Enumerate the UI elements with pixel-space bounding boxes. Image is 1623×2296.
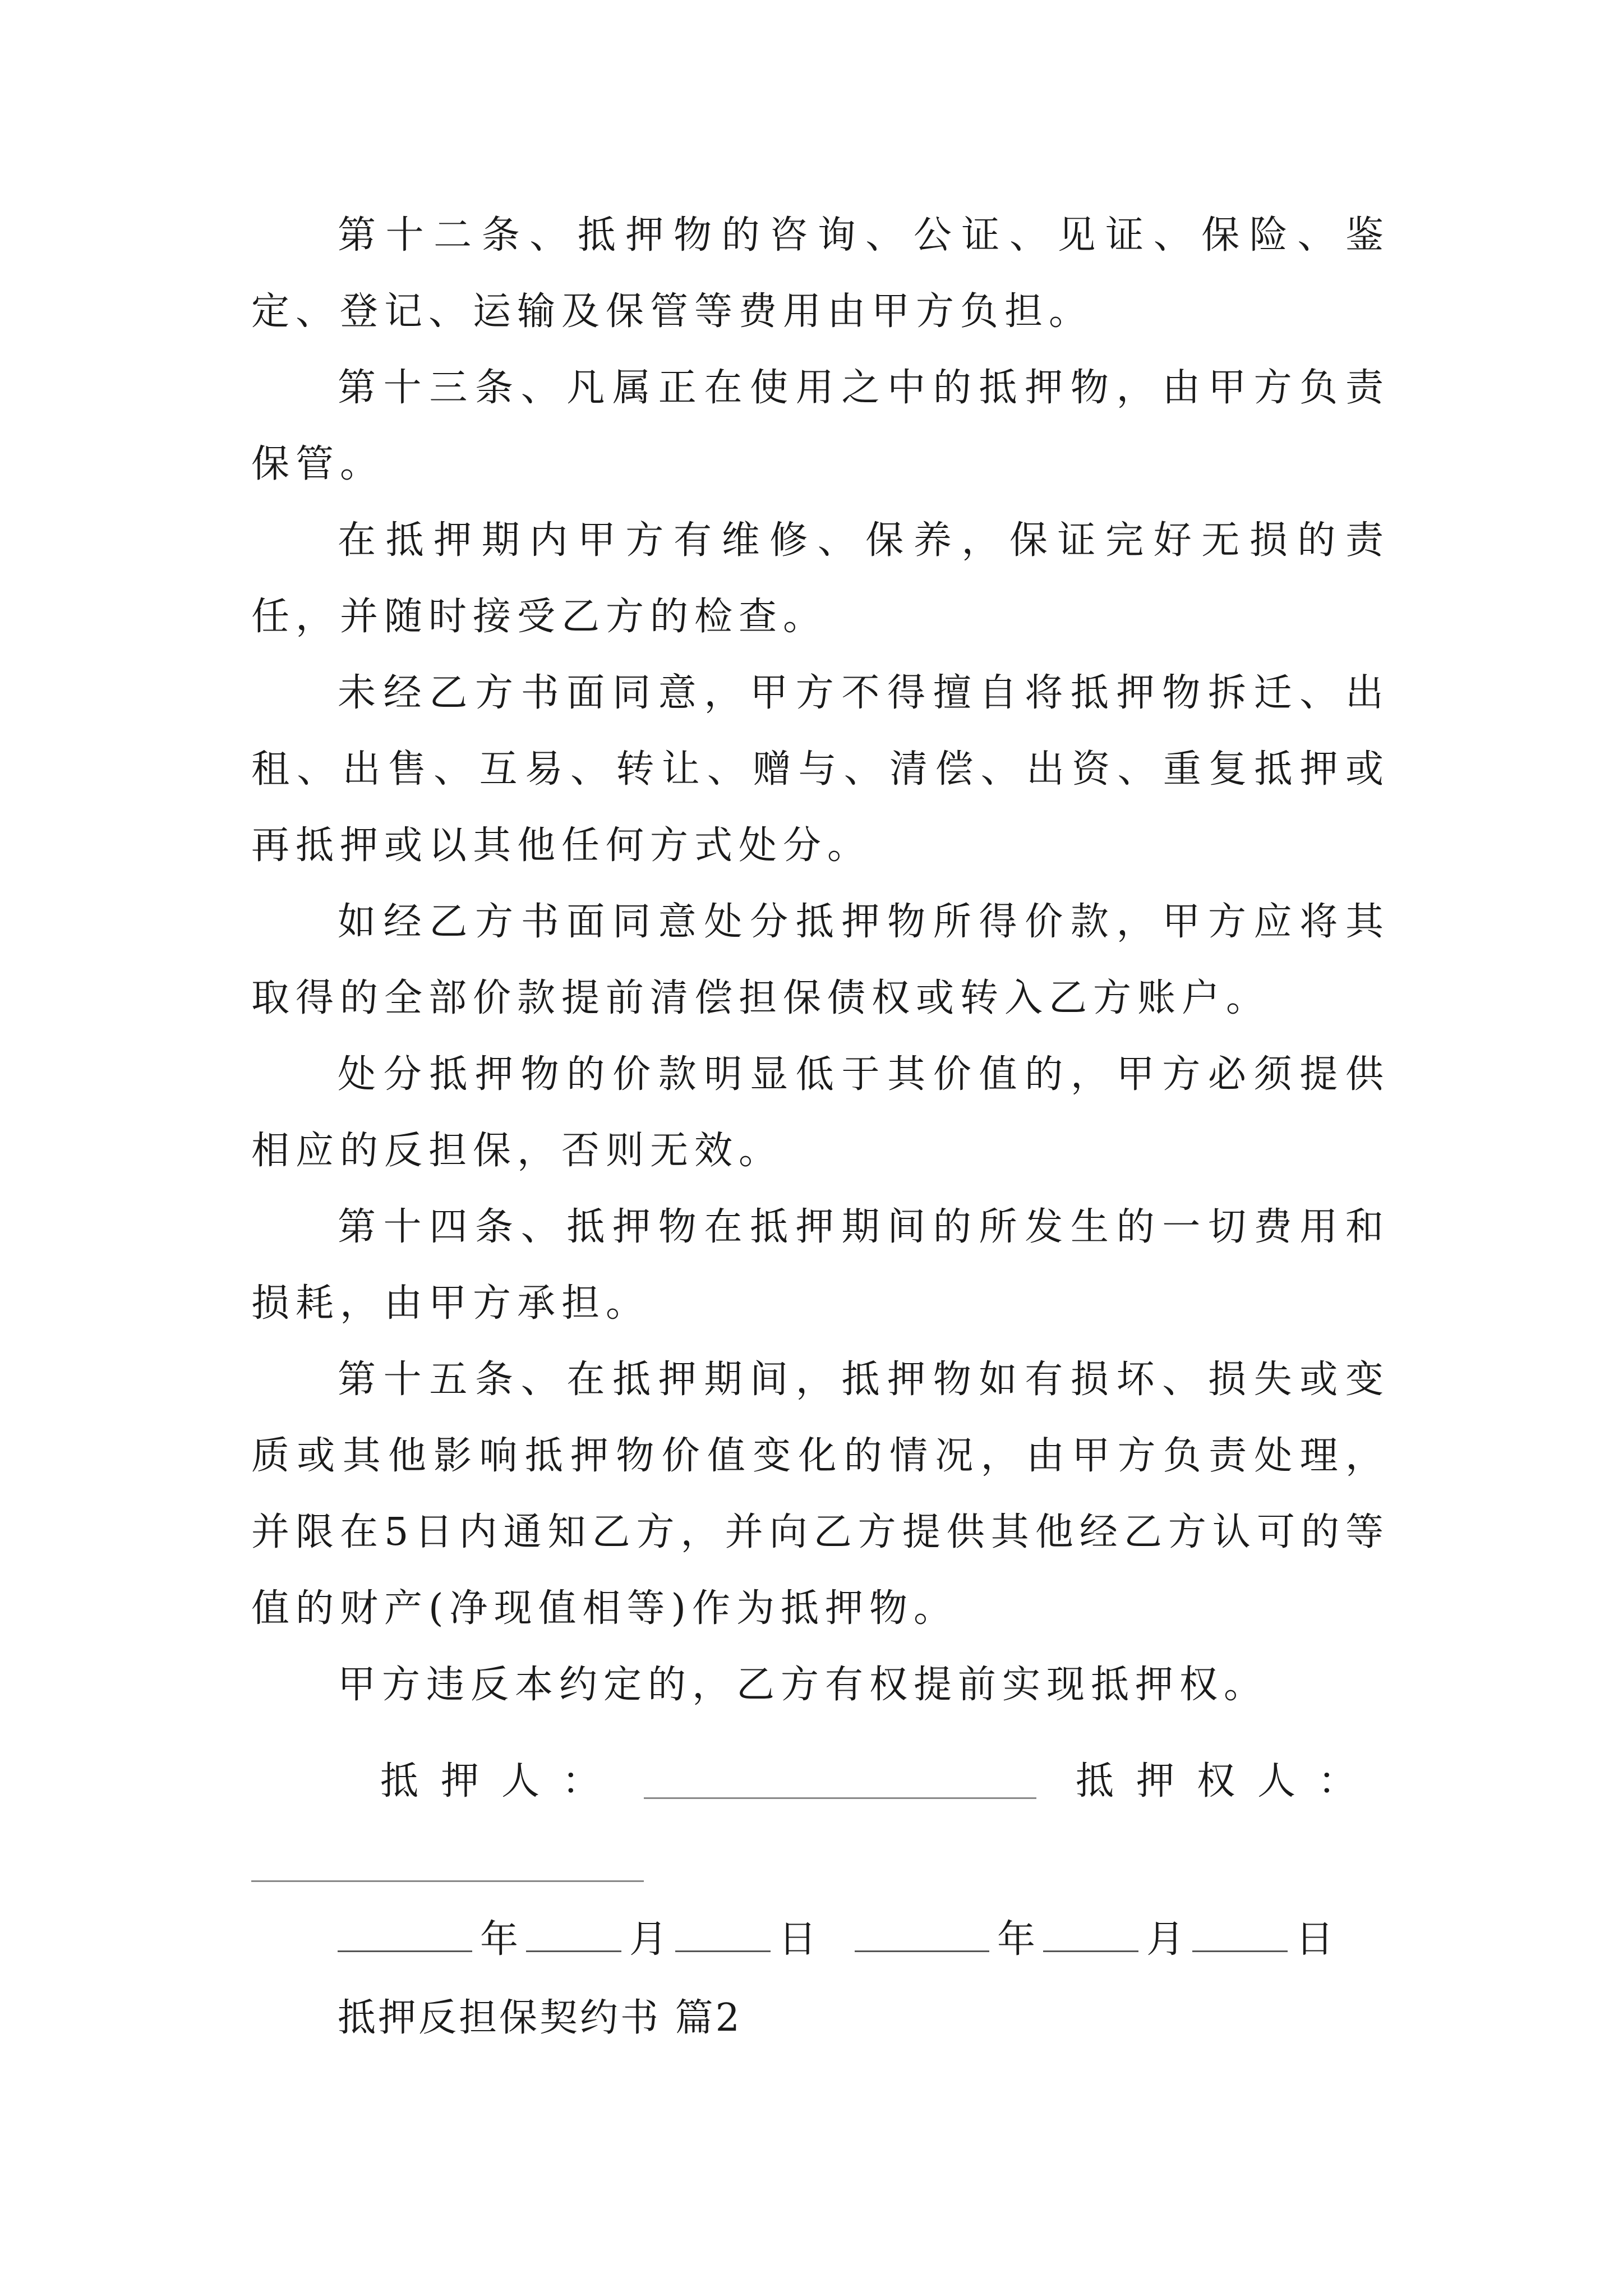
paragraph-disposal-proceeds: 如经乙方书面同意处分抵押物所得价款，甲方应将其取得的全部价款提前清偿担保债权或转入乙方账户。 [251,900,1390,1020]
paragraph-maintenance: 在抵押期内甲方有维修、保养，保证完好无损的责任，并随时接受乙方的检查。 [251,518,1390,639]
mortgagee-label: 抵押权人： [1076,1759,1379,1803]
month-char-2: 月 [1146,1917,1185,1962]
paragraph-disposal-restriction: 未经乙方书面同意，甲方不得擅自将抵押物拆迁、出租、出售、互易、转让、赠与、清偿、出资、重复抵押或再抵押或以其他任何方式处分。 [251,671,1390,868]
month-blank-2 [1043,1906,1138,1952]
mortgagor-label: 抵押人： [380,1759,623,1803]
signature-row [251,1748,1390,1815]
month-char-1: 月 [629,1917,668,1962]
day-char-1: 日 [778,1917,817,1962]
year-char-2: 年 [997,1917,1036,1962]
mortgagee-signature-line [251,1880,644,1882]
paragraph-article-14: 第十四条、抵押物在抵押期间的所发生的一切费用和损耗，由甲方承担。 [251,1205,1390,1326]
date-row [338,1902,1341,1978]
paragraph-article-15: 第十五条、在抵押期间，抵押物如有损坏、损失或变质或其他影响抵押物价值变化的情况，由甲方负责处理，并限在5日内通知乙方，并向乙方提供其他经乙方认可的等值的财产(净现值相等)作为抵押物。 [251,1358,1390,1631]
paragraph-article-12: 第十二条、抵押物的咨询、公证、见证、保险、鉴定、登记、运输及保管等费用由甲方负担。 [251,213,1390,334]
paragraph-breach: 甲方违反本约定的，乙方有权提前实现抵押权。 [338,1663,1269,1707]
day-blank-1 [675,1906,771,1952]
day-blank-2 [1192,1906,1288,1952]
year-blank-1 [338,1906,472,1952]
paragraph-counter-guarantee: 处分抵押物的价款明显低于其价值的，甲方必须提供相应的反担保，否则无效。 [251,1052,1390,1173]
year-char-1: 年 [480,1917,519,1962]
year-blank-2 [855,1906,989,1952]
next-section-heading: 抵押反担保契约书 篇2 [338,1996,742,2040]
mortgagor-signature-line [644,1797,1036,1799]
day-char-2: 日 [1295,1917,1334,1962]
paragraph-article-13: 第十三条、凡属正在使用之中的抵押物，由甲方负责保管。 [251,366,1390,486]
month-blank-1 [526,1906,621,1952]
